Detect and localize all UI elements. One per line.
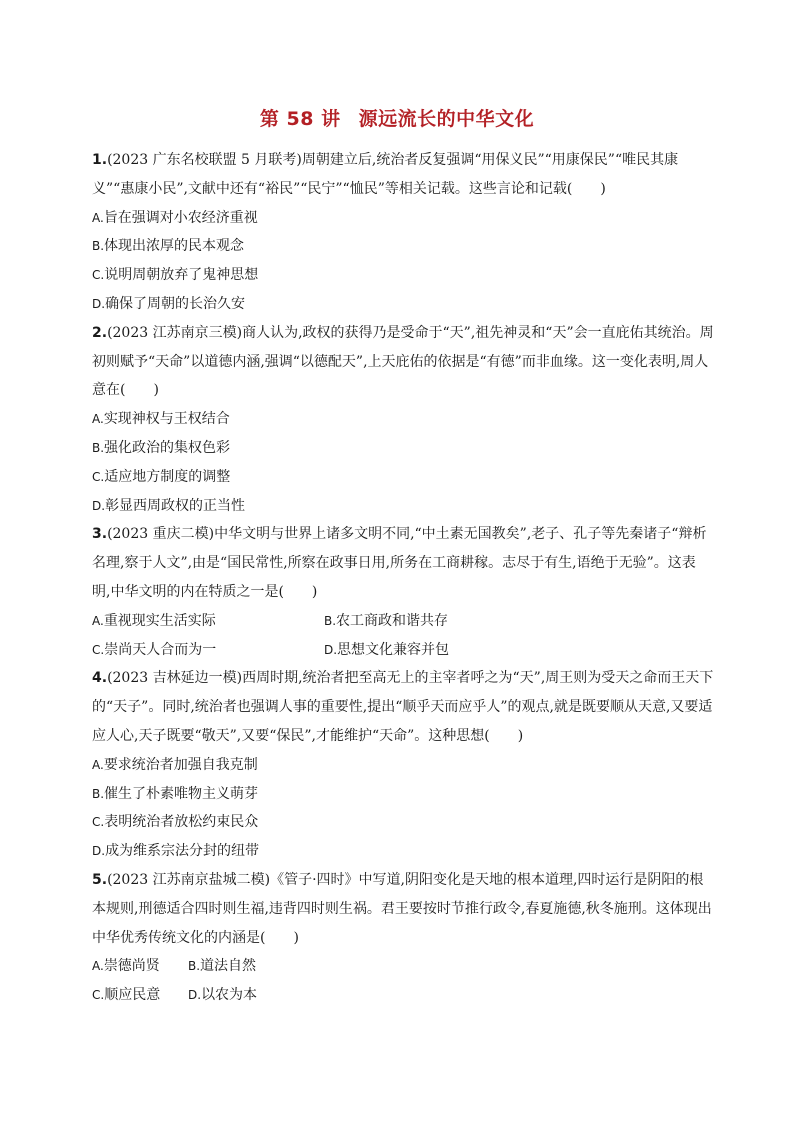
option-d: D.成为维系宗法分封的纽带: [92, 843, 260, 860]
question-source: (2023 江苏南京三模): [107, 324, 243, 341]
option-d: D.彰显西周政权的正当性: [92, 497, 246, 514]
option-row: [92, 952, 714, 981]
option-b: B.农工商政和谐共存: [324, 612, 449, 629]
question-2: [92, 319, 714, 521]
question-text: 周朝建立后,统治者反复强调“用保义民”“用康保民”“唯民其康义”“惠康小民”,文献中还有“裕民”“民宁”“恤民”等相关记载。这些言论和记载( ): [92, 152, 679, 197]
option-d: D.思想文化兼容并包: [324, 641, 450, 658]
question-source: (2023 重庆二模): [107, 526, 215, 543]
lesson-subject: 源远流长的中华文化: [358, 108, 535, 130]
option-c: C.顺应民意: [92, 987, 161, 1004]
option-row: [92, 636, 714, 665]
option-a: A.崇德尚贤: [92, 958, 160, 975]
question-source: (2023 江苏南京盐城二模): [107, 871, 271, 888]
question-list: [92, 146, 714, 1010]
option-row: [92, 981, 714, 1010]
question-text: 西周时期,统治者把至高无上的主宰者呼之为“天”,周王则为受天之命而王天下的“天子”。同时,统治者也强调人事的重要性,提出“顺乎天而应乎人”的观点,就是既要顺从天意,又要适应人心,天子既要“敬天”,又要“保民”,才能维护“天命”。这种思想( ): [92, 670, 714, 744]
question-stem: [92, 319, 714, 405]
question-4: [92, 664, 714, 866]
option-c: C.说明周朝放弃了鬼神思想: [92, 267, 259, 284]
page-title: [0, 104, 794, 131]
question-number: 1.: [92, 152, 108, 168]
option-c: C.适应地方制度的调整: [92, 468, 231, 485]
option-a: A.旨在强调对小农经济重视: [92, 209, 258, 226]
option-d: D.以农为本: [188, 987, 258, 1004]
option-b: B.强化政治的集权色彩: [92, 439, 231, 456]
question-number: 4.: [92, 670, 108, 687]
question-5: [92, 866, 714, 1010]
question-number: 5.: [92, 871, 108, 888]
lesson-number: 第 58 讲: [259, 108, 341, 130]
question-3: [92, 520, 714, 664]
question-stem: [92, 664, 714, 750]
option-c: C.表明统治者放松约束民众: [92, 814, 259, 831]
option-row: [92, 607, 714, 636]
question-1: [92, 146, 714, 319]
question-number: 2.: [92, 324, 108, 341]
question-text: 《管子·四时》中写道,阴阳变化是天地的根本道理,四时运行是阴阳的根本规则,刑德适合四时则生福,违背四时则生祸。君王要按时节推行政令,春夏施德,秋冬施刑。这体现出中华优秀传统文化的内涵是( ): [92, 871, 712, 946]
question-source: (2023 广东名校联盟 5 月联考): [107, 152, 302, 168]
option-d: D.确保了周朝的长治久安: [92, 295, 246, 312]
option-c: C.崇尚天人合而为一: [92, 641, 217, 658]
question-stem: [92, 866, 714, 952]
option-a: A.实现神权与王权结合: [92, 411, 230, 428]
question-text: 中华文明与世界上诸多文明不同,“中土素无国教矣”,老子、孔子等先秦诸子“辩析名理,察于人文”,由是“国民常性,所察在政事日用,所务在工商耕稼。志尽于有生,语绝于无验”。这表明,中华文明的内在特质之一是( ): [92, 526, 707, 600]
option-b: B.道法自然: [188, 958, 257, 975]
option-b: B.催生了朴素唯物主义萌芽: [92, 785, 259, 802]
option-a: A.重视现实生活实际: [92, 612, 216, 629]
option-b: B.体现出浓厚的民本观念: [92, 238, 245, 255]
question-source: (2023 吉林延边一模): [107, 670, 243, 687]
question-stem: [92, 520, 714, 606]
question-text: 商人认为,政权的获得乃是受命于“天”,祖先神灵和“天”会一直庇佑其统治。周初则赋予“天命”以道德内涵,强调“以德配天”,上天庇佑的依据是“有德”而非血缘。这一变化表明,周人意在( ): [92, 324, 714, 399]
question-stem: [92, 146, 714, 204]
question-number: 3.: [92, 526, 108, 543]
option-a: A.要求统治者加强自我克制: [92, 756, 258, 773]
